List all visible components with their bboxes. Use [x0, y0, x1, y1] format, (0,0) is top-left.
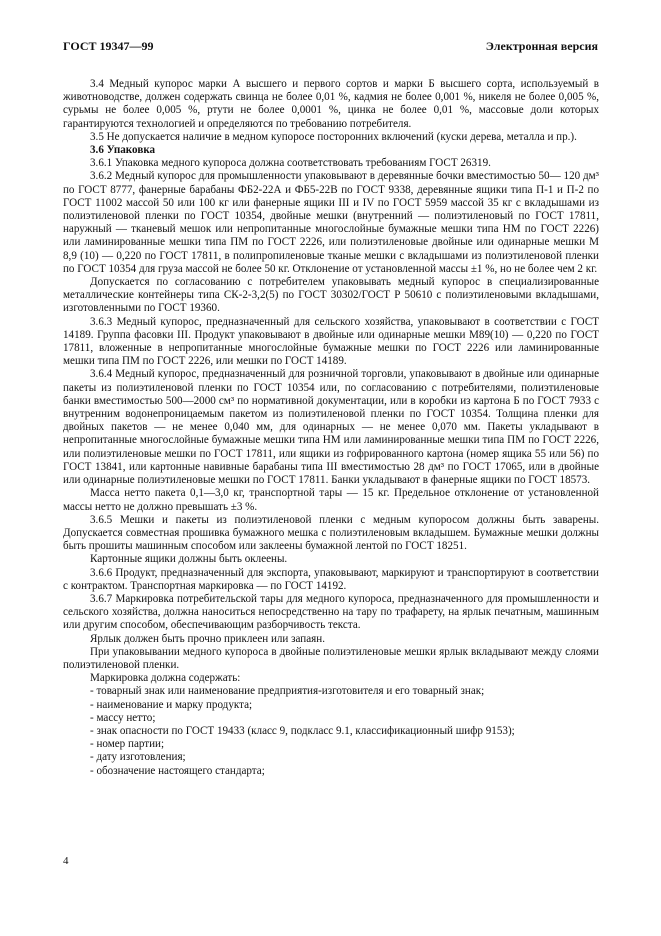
paragraph: 3.6.4 Медный купорос, предназначенный для розничной торговли, упаковывают в двойные или одинарные пакеты из полиэтиленовой пленки по ГОСТ 10354 или, по согласованию с потребителями, полиэтиленовые банки вместимостью 500—2000 см³ по нормативной документации, или в коробки из картона Б по ГОСТ 7933 с внутренним водонепроницаемым пакетом из полиэтиленовой пленки по ГОСТ 10354. Толщина пленки для двойных пакетов — не менее 0,040 мм, для одинарных — не менее 0,070 мм. Пакеты укладывают в непропитанные многослойные бумажные мешки типа НМ или ламинированные мешки типа ПМ по ГОСТ 2226, или полиэтиленовые мешки по ГОСТ 17811, или ящики из гофрированного картона (номер ящика 55 или 56) по ГОСТ 13841, или картонные навивные барабаны типа III вместимостью 28 дм³ по ГОСТ 17065, или в двойные или одинарные полиэтиленовые мешки по ГОСТ 17811. Банки укладывают в фанерные ящики по ГОСТ 18573. — [63, 368, 599, 487]
paragraph: 3.4 Медный купорос марки А высшего и первого сортов и марки Б высшего сорта, используемый в животноводстве, должен содержать свинца не более 0,01 %, кадмия не более 0,001 %, никеля не более 0,005 %, сурьмы не более 0,005 %, ртути не более 0,0001 %, цинка не более 0,01 %, массовые доли которых гарантируются технологией и определяются по требованию потребителя. — [63, 78, 599, 130]
paragraph: Масса нетто пакета 0,1—3,0 кг, транспортной тары — 15 кг. Предельное отклонение от установленной массы нетто не должно превышать ±3 %. — [63, 487, 599, 513]
document-body — [63, 78, 599, 778]
paragraph: Допускается по согласованию с потребителем упаковывать медный купорос в специализированные металлические контейнеры типа СК-2-3,2(5) по ГОСТ 30302/ГОСТ Р 50610 с полиэтиленовыми вкладышами, изготовленными по ГОСТ 19360. — [63, 276, 599, 315]
list-item: - знак опасности по ГОСТ 19433 (класс 9, подкласс 9.1, классификационный шифр 9153); — [90, 724, 515, 737]
list-item: - номер партии; — [90, 738, 165, 751]
list-item: - обозначение настоящего стандарта; — [90, 764, 265, 777]
version-label: Электронная версия — [485, 39, 598, 53]
paragraph: Картонные ящики должны быть оклеены. — [90, 553, 288, 566]
paragraph: 3.6.5 Мешки и пакеты из полиэтиленовой пленки с медным купоросом должны быть заварены. Допускается совместная прошивка бумажного мешка с полиэтиленовым вкладышем. Бумажные мешки должны быть прошиты машинным способом или заклеены бумажной лентой по ГОСТ 18251. — [63, 513, 599, 553]
paragraph: 3.6.6 Продукт, предназначенный для экспорта, упаковывают, маркируют и транспортируют в соответствии с контрактом. Транспортная маркировка — по ГОСТ 14192. — [63, 566, 599, 592]
list-item: - массу нетто; — [90, 711, 156, 724]
page-number: 4 — [63, 855, 69, 867]
document-code: ГОСТ 19347—99 — [63, 39, 154, 53]
paragraph: При упаковывании медного купороса в двойные полиэтиленовые мешки ярлык вкладывают между слоями полиэтиленовой пленки. — [63, 645, 599, 671]
paragraph: 3.6.2 Медный купорос для промышленности упаковывают в деревянные бочки вместимостью 50— 120 дм³ по ГОСТ 8777, фанерные барабаны ФБ2-22А и ФБ5-22В по ГОСТ 9338, деревянные ящики типа П-1 и П-2 по ГОСТ 11002 массой 50 или 100 кг или фанерные ящики III и IV по ГОСТ 5959 массой 35 кг с вкладышами из полиэтиленовой пленки по ГОСТ 10354, двойные мешки (внутренний — полиэтиленовый по ГОСТ 17811, наружный — тканевый мешок или непропитанные многослойные бумажные мешки типа НМ по ГОСТ 2226) или ламинированные мешки типа ПМ по ГОСТ 2226, или полиэтиленовые двойные или одинарные мешки М 8,9 (10) — 0,220 по ГОСТ 17811, в полипропиленовые тканые мешки с вкладышами из полиэтиленовой пленки по ГОСТ 10354 для груза массой не более 50 кг. Отклонение от установленной массы ±1 %, но не более чем 2 кг. — [63, 170, 599, 275]
paragraph: Ярлык должен быть прочно приклеен или запаян. — [90, 632, 325, 645]
section-heading: 3.6 Упаковка — [90, 144, 156, 157]
list-item: - дату изготовления; — [90, 751, 186, 764]
list-item: - товарный знак или наименование предприятия-изготовителя и его товарный знак; — [90, 685, 485, 698]
paragraph: 3.6.3 Медный купорос, предназначенный для сельского хозяйства, упаковывают в соответствии с ГОСТ 14189. Группа фасовки III. Продукт упаковывают в двойные или одинарные мешки М89(10) — 0,220 по ГОСТ 17811, вложенные в непропитанные многослойные бумажные мешки по ГОСТ 2226 или ламинированные мешки типа ПМ по ГОСТ 2226, или мешки по ГОСТ 14189. — [63, 315, 599, 368]
list-item: - наименование и марку продукта; — [90, 698, 253, 711]
paragraph: 3.5 Не допускается наличие в медном купоросе посторонних включений (куски дерева, металла и пр.). — [90, 130, 577, 143]
paragraph: 3.6.7 Маркировка потребительской тары для медного купороса, предназначенного для промышленности и сельского хозяйства, должна наноситься непосредственно на тару по трафарету, на ярлык печатным, машинным или другим способом, обеспечивающим разборчивость текста. — [63, 592, 599, 632]
paragraph: 3.6.1 Упаковка медного купороса должна соответствовать требованиям ГОСТ 26319. — [90, 157, 491, 170]
paragraph: Маркировка должна содержать: — [90, 672, 241, 685]
